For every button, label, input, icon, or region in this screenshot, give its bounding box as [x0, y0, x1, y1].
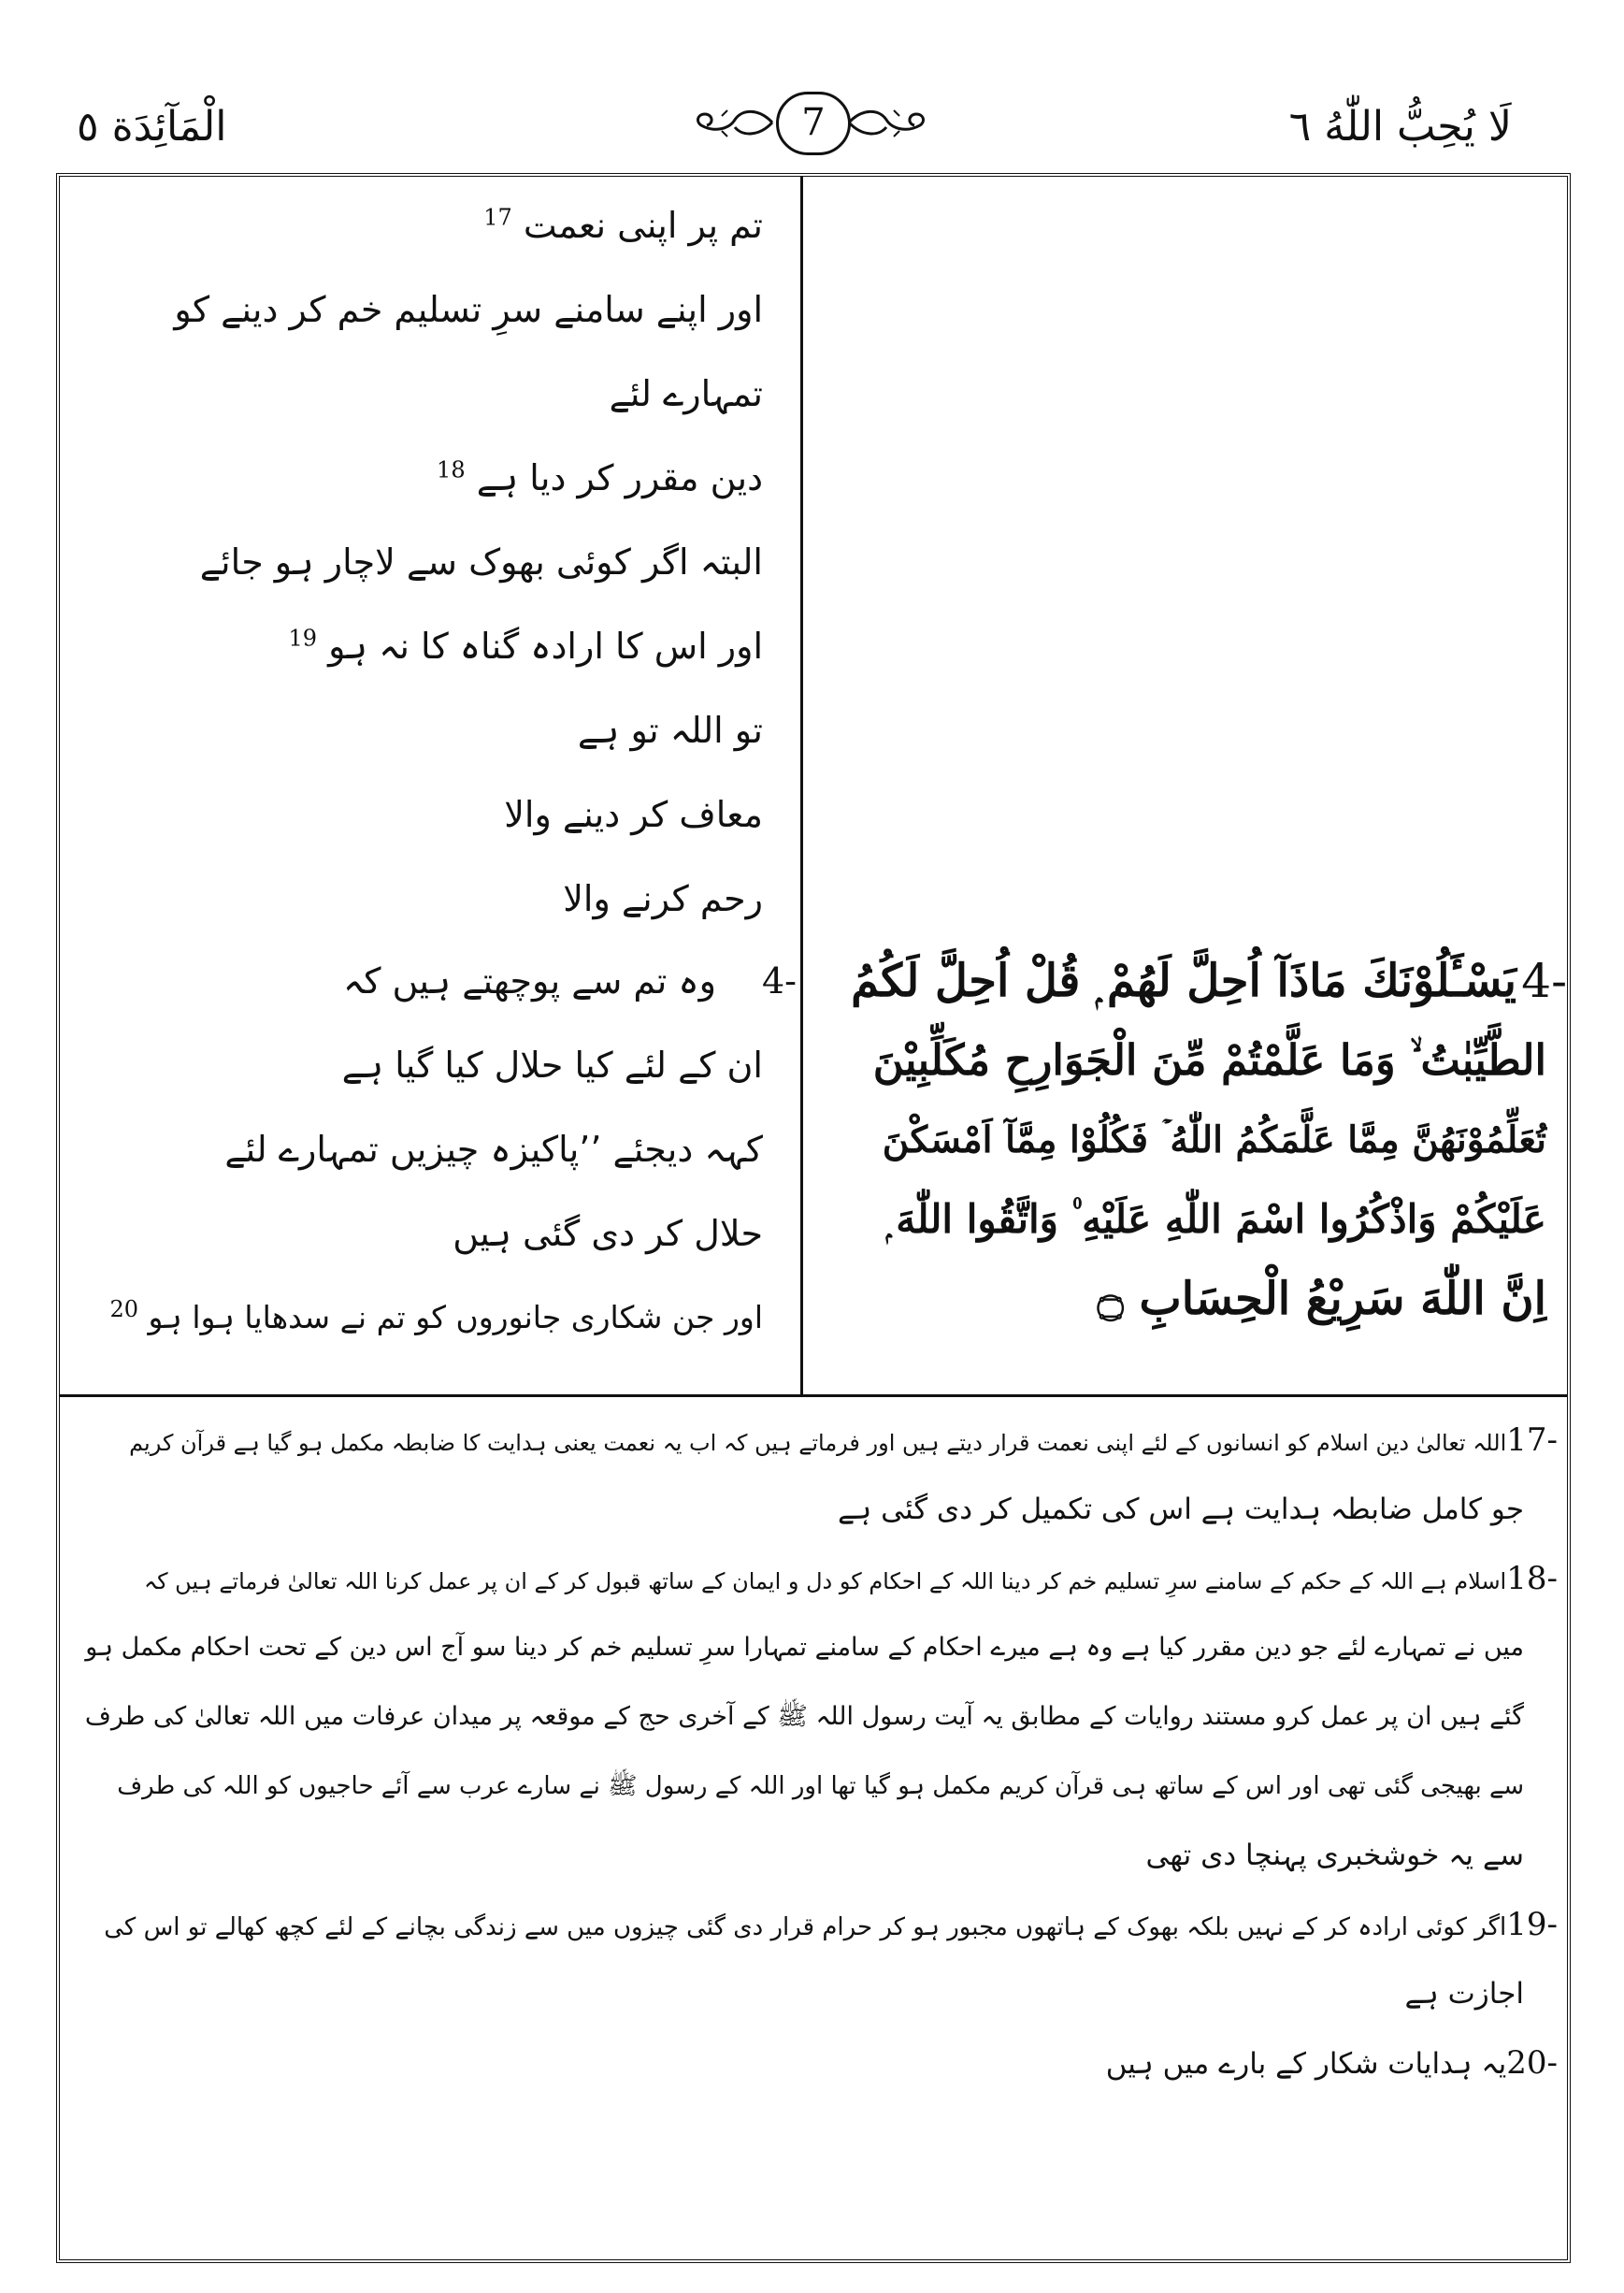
footnote-line: 18-اسلام ہے اللہ کے حکم کے سامنے سرِ تسلیم خم کر دینا اللہ کے احکام کو دل و ایمان کے ساتھ قبول کر کے ان پر عمل کرنا اللہ تعالیٰ فرماتے ہیں کہ: [144, 1560, 1558, 1597]
page-frame: [56, 173, 1571, 2263]
footnote-marker: 20: [109, 1296, 138, 1322]
translation-line: ان کے لئے کیا حلال کیا گیا ہے: [341, 1045, 763, 1086]
footnote-marker: 18: [437, 456, 466, 483]
ornament-left-icon: [694, 107, 774, 138]
ornament-right-icon: [847, 107, 927, 138]
arabic-line: عَلَيْكُمْ وَاذْكُرُوا اسْمَ اللّٰهِ عَلَيْهِ ۠ وَاتَّقُوا اللّٰهَ ۭ: [885, 1196, 1546, 1242]
arabic-line: الطَّيِّبٰتُ ۙ وَمَا عَلَّمْتُمْ مِّنَ الْجَوَارِحِ مُكَلِّبِيْنَ: [872, 1035, 1546, 1085]
footnote-line: گئے ہیں ان پر عمل کرو مستند روایات کے مطابق یہ آیت رسول اللہ ﷺ کے آخری حج کے موقعہ پر میدان عرفات میں اللہ تعالیٰ کی طرف: [84, 1702, 1524, 1731]
translation-column: [60, 177, 800, 1397]
translation-line: وہ تم سے پوچھتے ہیں کہ: [343, 960, 716, 1002]
translation-line: اور اپنے سامنے سرِ تسلیم خم کر دینے کو: [174, 289, 763, 330]
footnote-line: 19-اگر کوئی ارادہ کر کے نہیں بلکہ بھوک کے ہاتھوں مجبور ہو کر حرام قرار دی گئی چیزوں میں سے زندگی بچانے کے لئے کچھ کھالے تو اس کی: [104, 1906, 1558, 1943]
translation-line: حلال کر دی گئی ہیں: [453, 1213, 763, 1254]
footnote-line: سے بھیجی گئی تھی اور اس کے ساتھ ہی قرآن کریم مکمل ہو گیا تھا اور اللہ کے رسول ﷺ نے سارے عرب سے آئے حاجیوں کو اللہ کی طرف: [117, 1772, 1524, 1800]
header-surah-title: الْمَآئِدَة ٥: [77, 103, 227, 151]
arabic-verse-number: 4-: [1521, 954, 1567, 1008]
translation-verse-number: 4-: [761, 960, 797, 1002]
footnote-marker: 19: [288, 625, 318, 652]
translation-line: تم پر اپنی نعمت $^{17}$: [483, 204, 763, 246]
footnote-number: 18-: [1506, 1560, 1558, 1597]
verse-section: [60, 177, 1567, 1397]
translation-line: البتہ اگر کوئی بھوک سے لاچار ہو جائے: [199, 541, 763, 583]
footnote-line: 20-یہ ہدایات شکار کے بارے میں ہیں: [1105, 2044, 1558, 2082]
translation-line: اور اس کا ارادہ گناہ کا نہ ہو $^{19}$: [288, 625, 763, 667]
header-juz-title: لَا يُحِبُّ اللّٰهُ ٦: [1288, 103, 1512, 151]
arabic-line: اِنَّ اللّٰهَ سَرِيْعُ الْحِسَابِ ۝: [1097, 1273, 1546, 1325]
footnote-marker: 17: [483, 204, 512, 231]
footnote-line: جو کامل ضابطہ ہدایت ہے اس کی تکمیل کر دی گئی ہے: [837, 1493, 1524, 1526]
translation-line: اور جن شکاری جانوروں کو تم نے سدھایا ہوا ہو $^{20}$: [109, 1296, 763, 1335]
footnote-number: 20-: [1506, 2044, 1558, 2082]
footnote-number: 19-: [1506, 1906, 1558, 1943]
footnote-line: میں نے تمہارے لئے جو دین مقرر کیا ہے وہ ہے میرے احکام کے سامنے تمہارا سرِ تسلیم خم کر دینا سو آج اس دین کے تحت احکام مکمل ہو: [85, 1633, 1524, 1662]
arabic-line: تُعَلِّمُوْنَهُنَّ مِمَّا عَلَّمَكُمُ اللّٰهُ ۡ فَكُلُوْا مِمَّآ اَمْسَكْنَ: [882, 1118, 1546, 1161]
translation-line: معاف کر دینے والا: [504, 794, 763, 835]
arabic-line: يَسْـَٔلُوْنَكَ مَاذَآ اُحِلَّ لَهُمْ ۭ قُلْ اُحِلَّ لَكُمُ: [851, 955, 1516, 1007]
arabic-column: [804, 177, 1574, 1397]
column-divider: [800, 177, 803, 1397]
translation-line: تمہارے لئے: [609, 373, 763, 414]
translation-line: رحم کرنے والا: [563, 878, 763, 919]
footnote-line: سے یہ خوشخبری پہنچا دی تھی: [1145, 1839, 1524, 1872]
translation-line: دین مقرر کر دیا ہے $^{18}$: [437, 456, 763, 498]
translation-line: تو اللہ تو ہے: [577, 710, 763, 751]
page-number: 7: [776, 92, 851, 155]
footnote-line: 17-اللہ تعالیٰ دین اسلام کو انسانوں کے لئے اپنی نعمت قرار دیتے ہیں اور فرماتے ہیں کہ اب یہ نعمت یعنی ہدایت کا ضابطہ مکمل ہو گیا ہے قرآن کریم: [129, 1421, 1558, 1459]
page-number-cartouche: [694, 86, 927, 163]
footnote-line: اجازت ہے: [1404, 1977, 1524, 2011]
translation-line: کہہ دیجئے ’’پاکیزہ چیزیں تمہارے لئے: [224, 1129, 763, 1170]
footnotes-section: [60, 1397, 1567, 2261]
footnote-number: 17-: [1506, 1421, 1558, 1459]
